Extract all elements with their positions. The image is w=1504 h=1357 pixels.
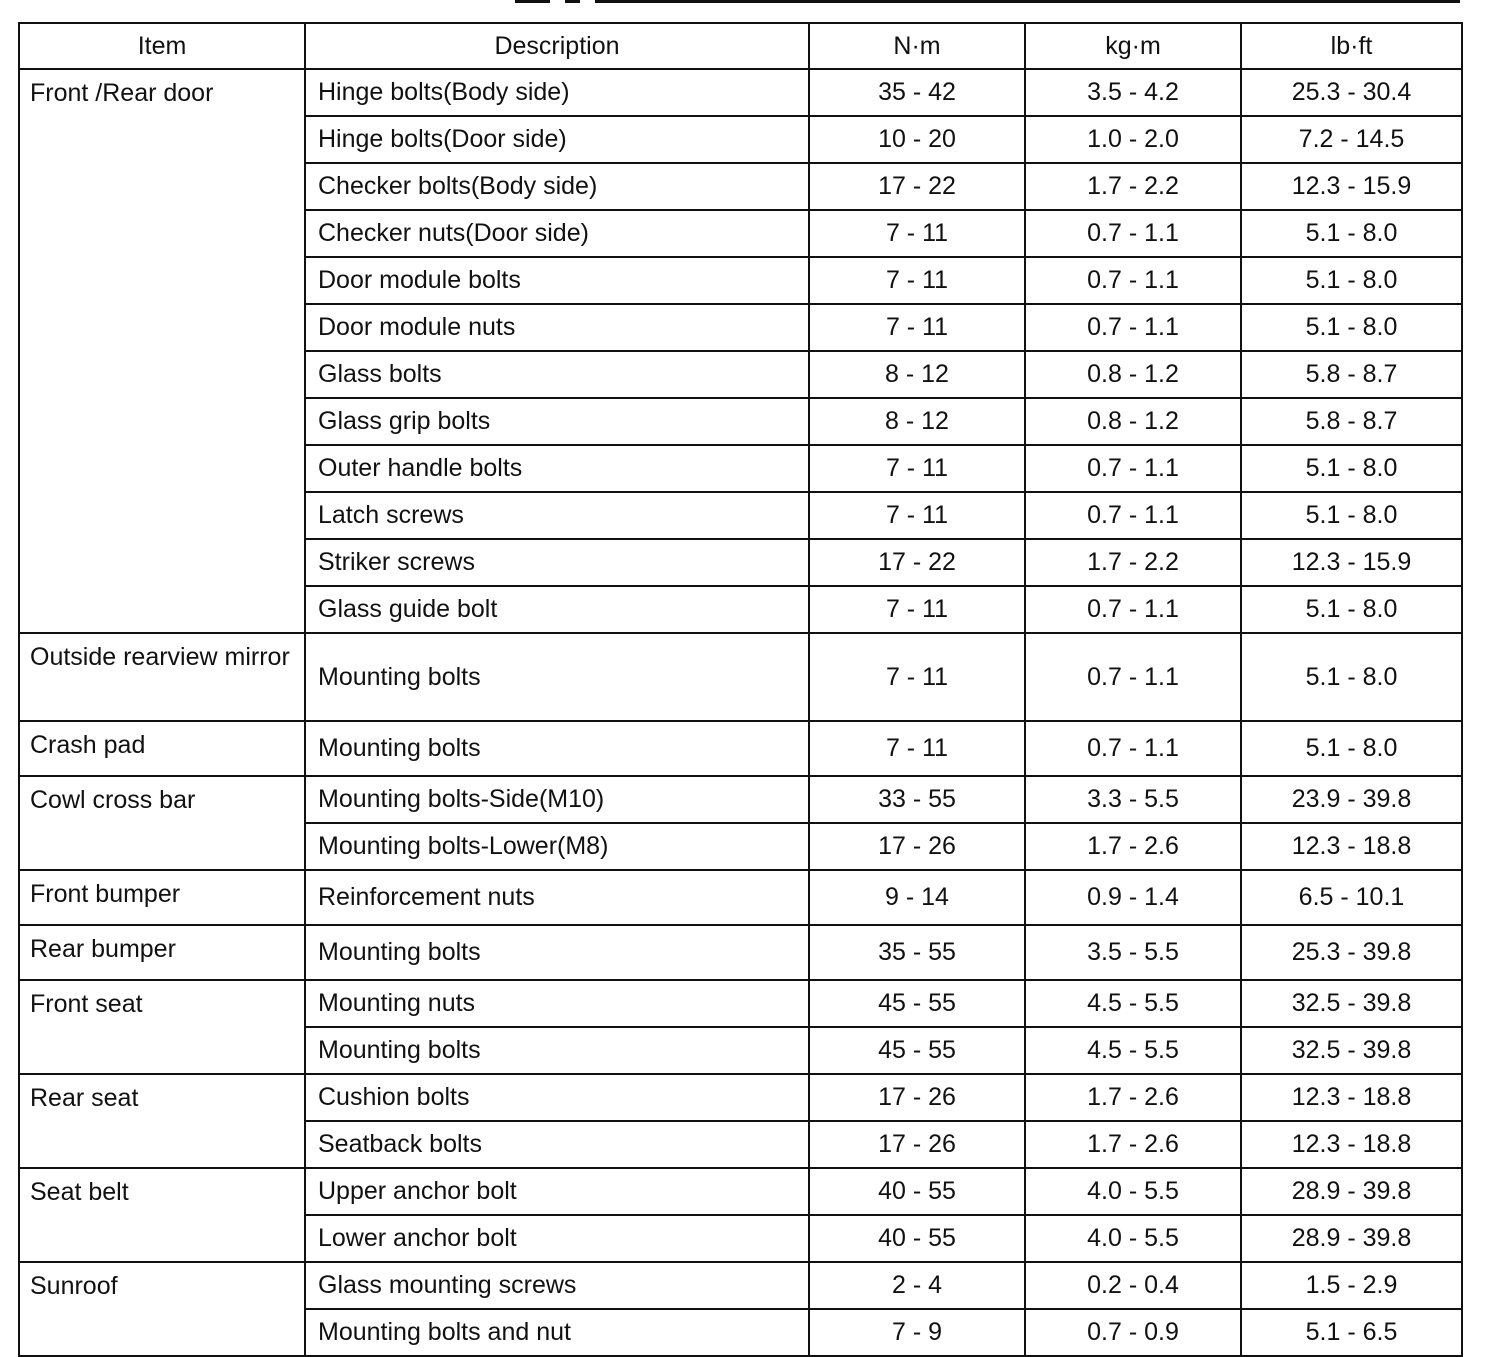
description-cell: Mounting bolts and nut [305, 1309, 809, 1356]
kgm-cell: 0.9 - 1.4 [1025, 870, 1241, 925]
description-cell: Cushion bolts [305, 1074, 809, 1121]
table-row [19, 633, 1462, 721]
lbft-cell: 5.1 - 8.0 [1241, 257, 1462, 304]
header-kgm: kg·m [1025, 23, 1241, 69]
nm-cell: 7 - 11 [809, 633, 1025, 721]
kgm-cell: 0.7 - 1.1 [1025, 492, 1241, 539]
kgm-cell: 0.7 - 1.1 [1025, 210, 1241, 257]
kgm-cell: 3.5 - 5.5 [1025, 925, 1241, 980]
kgm-cell: 0.7 - 1.1 [1025, 257, 1241, 304]
lbft-cell: 5.8 - 8.7 [1241, 351, 1462, 398]
top-rule-segment [515, 0, 550, 3]
header-lbft: lb·ft [1241, 23, 1462, 69]
kgm-cell: 4.0 - 5.5 [1025, 1168, 1241, 1215]
lbft-cell: 12.3 - 18.8 [1241, 1121, 1462, 1168]
description-cell: Glass grip bolts [305, 398, 809, 445]
lbft-cell: 5.1 - 6.5 [1241, 1309, 1462, 1356]
header-nm: N·m [809, 23, 1025, 69]
item-cell: Front seat [19, 980, 305, 1074]
kgm-cell: 0.7 - 1.1 [1025, 586, 1241, 633]
lbft-cell: 5.1 - 8.0 [1241, 633, 1462, 721]
item-cell: Front /Rear door [19, 69, 305, 633]
table-row [19, 1074, 1462, 1121]
item-cell: Sunroof [19, 1262, 305, 1356]
description-cell: Upper anchor bolt [305, 1168, 809, 1215]
lbft-cell: 32.5 - 39.8 [1241, 1027, 1462, 1074]
description-cell: Outer handle bolts [305, 445, 809, 492]
kgm-cell: 0.7 - 1.1 [1025, 445, 1241, 492]
torque-specifications-table [18, 22, 1463, 1357]
table-row [19, 870, 1462, 925]
top-rule-segment [565, 0, 580, 3]
kgm-cell: 1.0 - 2.0 [1025, 116, 1241, 163]
kgm-cell: 4.0 - 5.5 [1025, 1215, 1241, 1262]
table-row [19, 1262, 1462, 1309]
description-cell: Glass guide bolt [305, 586, 809, 633]
nm-cell: 45 - 55 [809, 980, 1025, 1027]
table-row [19, 980, 1462, 1027]
table-row [19, 1168, 1462, 1215]
nm-cell: 10 - 20 [809, 116, 1025, 163]
kgm-cell: 0.2 - 0.4 [1025, 1262, 1241, 1309]
kgm-cell: 1.7 - 2.2 [1025, 539, 1241, 586]
nm-cell: 2 - 4 [809, 1262, 1025, 1309]
nm-cell: 17 - 26 [809, 823, 1025, 870]
description-cell: Striker screws [305, 539, 809, 586]
kgm-cell: 1.7 - 2.6 [1025, 1074, 1241, 1121]
description-cell: Mounting bolts-Lower(M8) [305, 823, 809, 870]
nm-cell: 7 - 9 [809, 1309, 1025, 1356]
kgm-cell: 0.7 - 1.1 [1025, 633, 1241, 721]
lbft-cell: 1.5 - 2.9 [1241, 1262, 1462, 1309]
item-cell: Outside rearview mirror [19, 633, 305, 721]
description-cell: Seatback bolts [305, 1121, 809, 1168]
kgm-cell: 0.7 - 1.1 [1025, 304, 1241, 351]
description-cell: Latch screws [305, 492, 809, 539]
item-cell: Rear seat [19, 1074, 305, 1168]
kgm-cell: 0.8 - 1.2 [1025, 398, 1241, 445]
item-cell: Crash pad [19, 721, 305, 776]
table-row [19, 721, 1462, 776]
description-cell: Hinge bolts(Door side) [305, 116, 809, 163]
nm-cell: 17 - 22 [809, 539, 1025, 586]
lbft-cell: 12.3 - 15.9 [1241, 539, 1462, 586]
kgm-cell: 1.7 - 2.6 [1025, 823, 1241, 870]
lbft-cell: 5.1 - 8.0 [1241, 304, 1462, 351]
nm-cell: 9 - 14 [809, 870, 1025, 925]
table-body [19, 69, 1462, 1356]
lbft-cell: 5.8 - 8.7 [1241, 398, 1462, 445]
nm-cell: 35 - 42 [809, 69, 1025, 116]
lbft-cell: 5.1 - 8.0 [1241, 586, 1462, 633]
kgm-cell: 0.7 - 1.1 [1025, 721, 1241, 776]
nm-cell: 7 - 11 [809, 721, 1025, 776]
kgm-cell: 3.5 - 4.2 [1025, 69, 1241, 116]
nm-cell: 35 - 55 [809, 925, 1025, 980]
item-cell: Rear bumper [19, 925, 305, 980]
description-cell: Glass bolts [305, 351, 809, 398]
top-rule-segment [595, 0, 1460, 3]
kgm-cell: 0.7 - 0.9 [1025, 1309, 1241, 1356]
nm-cell: 8 - 12 [809, 398, 1025, 445]
lbft-cell: 5.1 - 8.0 [1241, 210, 1462, 257]
nm-cell: 8 - 12 [809, 351, 1025, 398]
lbft-cell: 28.9 - 39.8 [1241, 1215, 1462, 1262]
nm-cell: 17 - 26 [809, 1074, 1025, 1121]
lbft-cell: 23.9 - 39.8 [1241, 776, 1462, 823]
nm-cell: 17 - 26 [809, 1121, 1025, 1168]
table-row [19, 776, 1462, 823]
lbft-cell: 28.9 - 39.8 [1241, 1168, 1462, 1215]
nm-cell: 7 - 11 [809, 304, 1025, 351]
description-cell: Mounting bolts [305, 1027, 809, 1074]
description-cell: Mounting bolts-Side(M10) [305, 776, 809, 823]
kgm-cell: 3.3 - 5.5 [1025, 776, 1241, 823]
nm-cell: 40 - 55 [809, 1168, 1025, 1215]
nm-cell: 40 - 55 [809, 1215, 1025, 1262]
kgm-cell: 4.5 - 5.5 [1025, 1027, 1241, 1074]
nm-cell: 7 - 11 [809, 445, 1025, 492]
nm-cell: 7 - 11 [809, 586, 1025, 633]
item-cell: Cowl cross bar [19, 776, 305, 870]
header-item: Item [19, 23, 305, 69]
description-cell: Mounting bolts [305, 633, 809, 721]
nm-cell: 7 - 11 [809, 210, 1025, 257]
lbft-cell: 25.3 - 30.4 [1241, 69, 1462, 116]
kgm-cell: 0.8 - 1.2 [1025, 351, 1241, 398]
nm-cell: 17 - 22 [809, 163, 1025, 210]
description-cell: Reinforcement nuts [305, 870, 809, 925]
description-cell: Lower anchor bolt [305, 1215, 809, 1262]
lbft-cell: 12.3 - 18.8 [1241, 823, 1462, 870]
lbft-cell: 6.5 - 10.1 [1241, 870, 1462, 925]
table-row [19, 69, 1462, 116]
nm-cell: 7 - 11 [809, 257, 1025, 304]
item-cell: Seat belt [19, 1168, 305, 1262]
description-cell: Glass mounting screws [305, 1262, 809, 1309]
kgm-cell: 4.5 - 5.5 [1025, 980, 1241, 1027]
kgm-cell: 1.7 - 2.6 [1025, 1121, 1241, 1168]
lbft-cell: 12.3 - 18.8 [1241, 1074, 1462, 1121]
lbft-cell: 7.2 - 14.5 [1241, 116, 1462, 163]
kgm-cell: 1.7 - 2.2 [1025, 163, 1241, 210]
description-cell: Mounting bolts [305, 721, 809, 776]
description-cell: Checker bolts(Body side) [305, 163, 809, 210]
description-cell: Mounting nuts [305, 980, 809, 1027]
table-header-row [19, 23, 1462, 69]
item-cell: Front bumper [19, 870, 305, 925]
description-cell: Hinge bolts(Body side) [305, 69, 809, 116]
nm-cell: 7 - 11 [809, 492, 1025, 539]
nm-cell: 45 - 55 [809, 1027, 1025, 1074]
lbft-cell: 32.5 - 39.8 [1241, 980, 1462, 1027]
lbft-cell: 5.1 - 8.0 [1241, 445, 1462, 492]
description-cell: Mounting bolts [305, 925, 809, 980]
lbft-cell: 12.3 - 15.9 [1241, 163, 1462, 210]
description-cell: Door module nuts [305, 304, 809, 351]
lbft-cell: 5.1 - 8.0 [1241, 492, 1462, 539]
lbft-cell: 25.3 - 39.8 [1241, 925, 1462, 980]
description-cell: Checker nuts(Door side) [305, 210, 809, 257]
table-row [19, 925, 1462, 980]
header-description: Description [305, 23, 809, 69]
nm-cell: 33 - 55 [809, 776, 1025, 823]
description-cell: Door module bolts [305, 257, 809, 304]
lbft-cell: 5.1 - 8.0 [1241, 721, 1462, 776]
